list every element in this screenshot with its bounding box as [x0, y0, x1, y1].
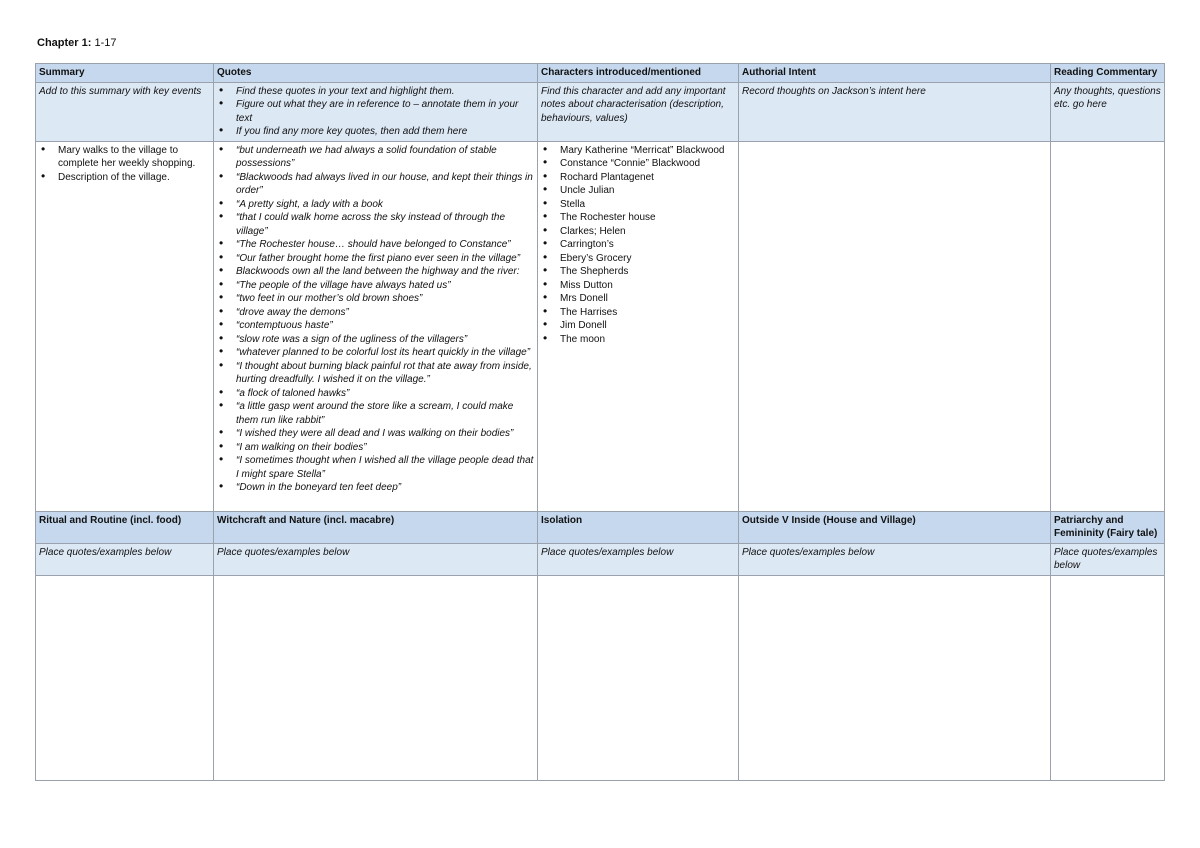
summary-cell[interactable] [36, 141, 214, 511]
chapter-range: 1-17 [94, 37, 117, 49]
characters-cell[interactable] [538, 141, 739, 511]
list-item: • Uncle Julian [541, 184, 735, 198]
quotes-cell[interactable] [214, 141, 538, 511]
list-item: • “slow rote was a sign of the ugliness of the villagers” [217, 333, 534, 347]
list-item: • Find these quotes in your text and highlight them. [217, 85, 534, 99]
list-item: • Rochard Plantagenet [541, 171, 735, 185]
header-patriarchy-femininity: Patriarchy and Femininity (Fairy tale) [1051, 511, 1165, 543]
list-item: • “A pretty sight, a lady with a book [217, 198, 534, 212]
list-item: • “but underneath we had always a solid foundation of stable possessions” [217, 144, 534, 171]
list-item: • The Shepherds [541, 265, 735, 279]
list-item: • Mary Katherine “Merricat” Blackwood [541, 144, 735, 158]
list-item: • “two feet in our mother’s old brown shoes” [217, 292, 534, 306]
list-item: • Jim Donell [541, 319, 735, 333]
header-authorial-intent: Authorial Intent [739, 64, 1051, 83]
list-item: • Miss Dutton [541, 279, 735, 293]
outside-inside-cell[interactable] [739, 575, 1051, 780]
summary-list [39, 144, 210, 185]
instruction-commentary: Any thoughts, questions etc. go here [1051, 82, 1165, 141]
header-ritual-routine: Ritual and Routine (incl. food) [36, 511, 214, 543]
instruction-quotes-list [217, 85, 534, 139]
list-item: • Description of the village. [39, 171, 210, 185]
list-item: • Clarkes; Helen [541, 225, 735, 239]
header-isolation: Isolation [538, 511, 739, 543]
list-item: • Figure out what they are in reference to – annotate them in your text [217, 98, 534, 125]
header-row-1 [36, 64, 1165, 83]
instruction-row-2 [36, 543, 1165, 575]
authorial-intent-cell[interactable] [739, 141, 1051, 511]
header-row-2 [36, 511, 1165, 543]
list-item: • Mrs Donell [541, 292, 735, 306]
list-item: • “The Rochester house… should have belonged to Constance” [217, 238, 534, 252]
instruction-summary: Add to this summary with key events [36, 82, 214, 141]
list-item: • “I thought about burning black painful rot that ate away from inside, hurting dreadfully. I wished it on the village.” [217, 360, 534, 387]
list-item: • Mary walks to the village to complete her weekly shopping. [39, 144, 210, 171]
reading-commentary-cell[interactable] [1051, 141, 1165, 511]
instruction-ritual: Place quotes/examples below [36, 543, 214, 575]
content-row-1 [36, 141, 1165, 511]
instruction-patriarchy: Place quotes/examples below [1051, 543, 1165, 575]
list-item: • “I wished they were all dead and I was walking on their bodies” [217, 427, 534, 441]
page-title [37, 37, 117, 49]
instruction-quotes [214, 82, 538, 141]
instruction-isolation: Place quotes/examples below [538, 543, 739, 575]
instruction-row-1 [36, 82, 1165, 141]
list-item: • “a little gasp went around the store like a scream, I could make them run like rabbit” [217, 400, 534, 427]
content-row-2 [36, 575, 1165, 780]
list-item: • “contemptuous haste” [217, 319, 534, 333]
list-item: • “I sometimes thought when I wished all the village people dead that I might spare Stella” [217, 454, 534, 481]
list-item: • “The people of the village have always hated us” [217, 279, 534, 293]
patriarchy-cell[interactable] [1051, 575, 1165, 780]
list-item: • “drove away the demons” [217, 306, 534, 320]
header-witchcraft-nature: Witchcraft and Nature (incl. macabre) [214, 511, 538, 543]
list-item: • “Our father brought home the first piano ever seen in the village” [217, 252, 534, 266]
header-quotes: Quotes [214, 64, 538, 83]
header-outside-inside: Outside V Inside (House and Village) [739, 511, 1051, 543]
header-characters: Characters introduced/mentioned [538, 64, 739, 83]
list-item: • If you find any more key quotes, then add them here [217, 125, 534, 139]
chapter-notes-table [35, 63, 1165, 781]
list-item: • “I am walking on their bodies” [217, 441, 534, 455]
list-item: • “a flock of taloned hawks” [217, 387, 534, 401]
list-item: • “that I could walk home across the sky instead of through the village” [217, 211, 534, 238]
list-item: • “whatever planned to be colorful lost its heart quickly in the village” [217, 346, 534, 360]
list-item: • The moon [541, 333, 735, 347]
list-item: • Stella [541, 198, 735, 212]
chapter-label: Chapter 1: [37, 37, 92, 49]
quotes-list [217, 144, 534, 495]
list-item: • Blackwoods own all the land between the highway and the river: [217, 265, 534, 279]
list-item: • “Down in the boneyard ten feet deep” [217, 481, 534, 495]
list-item: • The Rochester house [541, 211, 735, 225]
list-item: • Ebery’s Grocery [541, 252, 735, 266]
list-item: • Carrington’s [541, 238, 735, 252]
witchcraft-cell[interactable] [214, 575, 538, 780]
instruction-intent: Record thoughts on Jackson’s intent here [739, 82, 1051, 141]
list-item: • Constance “Connie” Blackwood [541, 157, 735, 171]
characters-list [541, 144, 735, 347]
instruction-witchcraft: Place quotes/examples below [214, 543, 538, 575]
isolation-cell[interactable] [538, 575, 739, 780]
instruction-characters: Find this character and add any important notes about characterisation (description, behaviours, values) [538, 82, 739, 141]
list-item: • “Blackwoods had always lived in our house, and kept their things in order” [217, 171, 534, 198]
header-reading-commentary: Reading Commentary [1051, 64, 1165, 83]
list-item: • The Harrises [541, 306, 735, 320]
instruction-outside-inside: Place quotes/examples below [739, 543, 1051, 575]
header-summary: Summary [36, 64, 214, 83]
ritual-cell[interactable] [36, 575, 214, 780]
